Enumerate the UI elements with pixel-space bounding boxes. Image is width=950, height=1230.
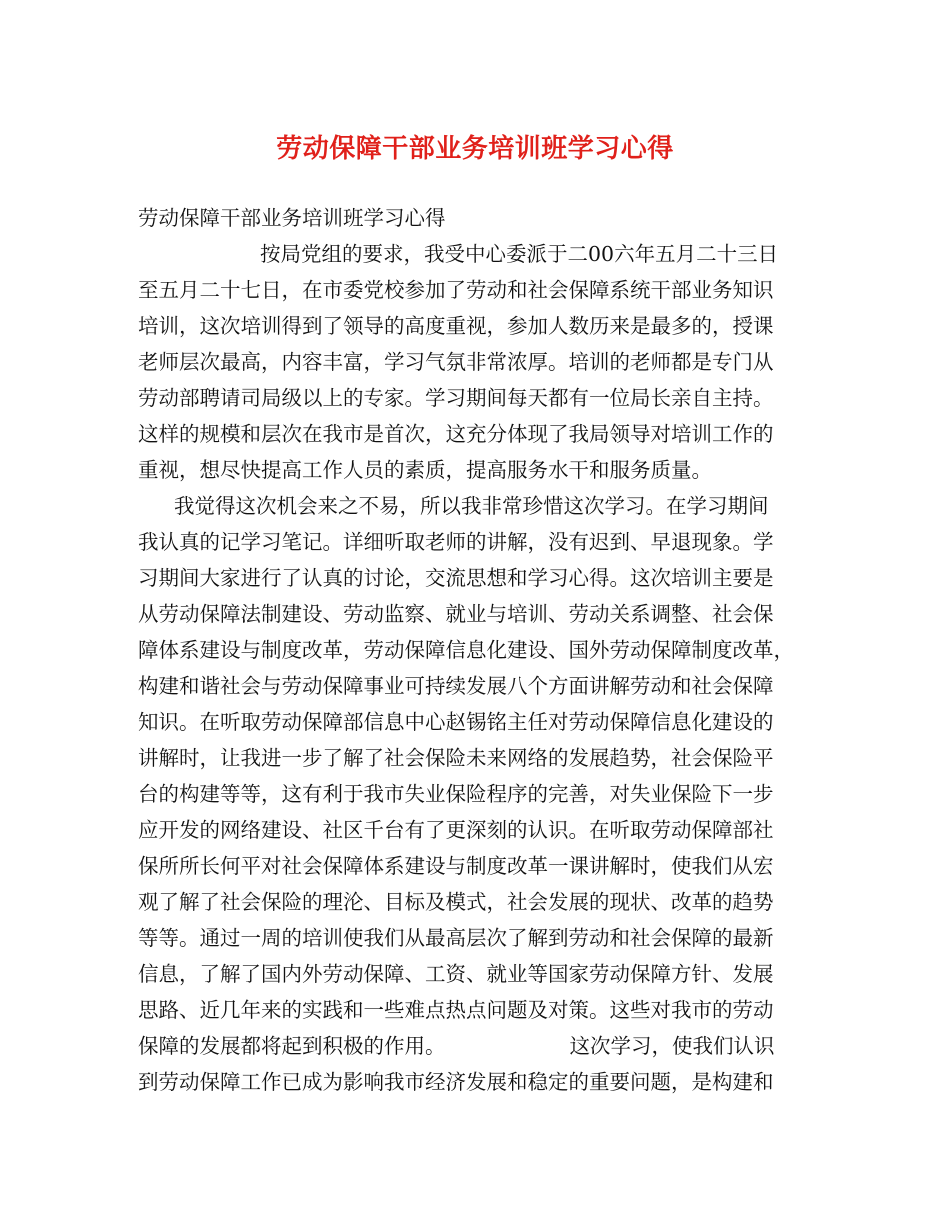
paragraph-line: 构建和谐社会与劳动保障事业可持续发展八个方面讲解劳动和社会保障 xyxy=(138,674,774,698)
paragraph-line: 等等。通过一周的培训使我们从最高层次了解到劳动和社会保障的最新 xyxy=(138,926,774,950)
paragraph-line: 至五月二十七日，在市委党校参加了劳动和社会保障系统干部业务知识 xyxy=(138,278,774,302)
paragraph-line: 我觉得这次机会来之不易，所以我非常珍惜这次学习。在学习期间 xyxy=(174,494,769,518)
document-body xyxy=(138,200,818,1100)
paragraph-line-start: 保障的发展都将起到积极的作用。 xyxy=(138,1034,446,1058)
paragraph-line: 我认真的记学习笔记。详细听取老师的讲解，没有迟到、早退现象。学 xyxy=(138,530,774,554)
paragraph-line: 按局党组的要求，我受中心委派于二00六年五月二十三日 xyxy=(260,242,779,266)
paragraph-line: 信息，了解了国内外劳动保障、工资、就业等国家劳动保障方针、发展 xyxy=(138,962,774,986)
document-subtitle: 劳动保障干部业务培训班学习心得 xyxy=(138,206,446,230)
paragraph-line xyxy=(138,1028,818,1064)
paragraph-line: 思路、近几年来的实践和一些难点热点问题及对策。这些对我市的劳动 xyxy=(138,998,774,1022)
paragraph-line: 知识。在听取劳动保障部信息中心赵锡铭主任对劳动保障信息化建设的 xyxy=(138,710,774,734)
paragraph-line: 到劳动保障工作已成为影响我市经济发展和稳定的重要问题，是构建和 xyxy=(138,1070,774,1094)
paragraph-line: 应开发的网络建设、社区千台有了更深刻的认识。在听取劳动保障部社 xyxy=(138,818,774,842)
paragraph-line: 障体系建设与制度改革，劳动保障信息化建设、国外劳动保障制度改革， xyxy=(138,638,794,662)
paragraph-line: 台的构建等等，这有利于我市失业保险程序的完善，对失业保险下一步 xyxy=(138,782,774,806)
paragraph-line: 观了解了社会保险的理沦、目标及模式，社会发展的现状、改革的趋势 xyxy=(138,890,774,914)
paragraph-line: 培训，这次培训得到了领导的高度重视，参加人数历来是最多的，授课 xyxy=(138,314,774,338)
paragraph-line: 保所所长何平对社会保障体系建设与制度改革一课讲解时，使我们从宏 xyxy=(138,854,774,878)
paragraph-line-continuation: 这次学习，使我们认识 xyxy=(569,1034,775,1058)
document-title: 劳动保障干部业务培训班学习心得 xyxy=(276,134,674,164)
paragraph-line: 这样的规模和层次在我市是首次，这充分体现了我局领导对培训工作的 xyxy=(138,422,774,446)
paragraph-line: 从劳动保障法制建设、劳动监察、就业与培训、劳动关系调整、社会保 xyxy=(138,602,774,626)
paragraph-line: 习期间大家进行了认真的讨论，交流思想和学习心得。这次培训主要是 xyxy=(138,566,774,590)
paragraph-line: 重视，想尽快提高工作人员的素质，提高服务水干和服务质量。 xyxy=(138,458,712,482)
paragraph-line: 讲解时，让我进一步了解了社会保险未来网络的发展趋势，社会保险平 xyxy=(138,746,774,770)
paragraph-line: 老师层次最高，内容丰富，学习气氛非常浓厚。培训的老师都是专门从 xyxy=(138,350,774,374)
paragraph-line: 劳动部聘请司局级以上的专家。学习期间每天都有一位局长亲自主持。 xyxy=(138,386,774,410)
